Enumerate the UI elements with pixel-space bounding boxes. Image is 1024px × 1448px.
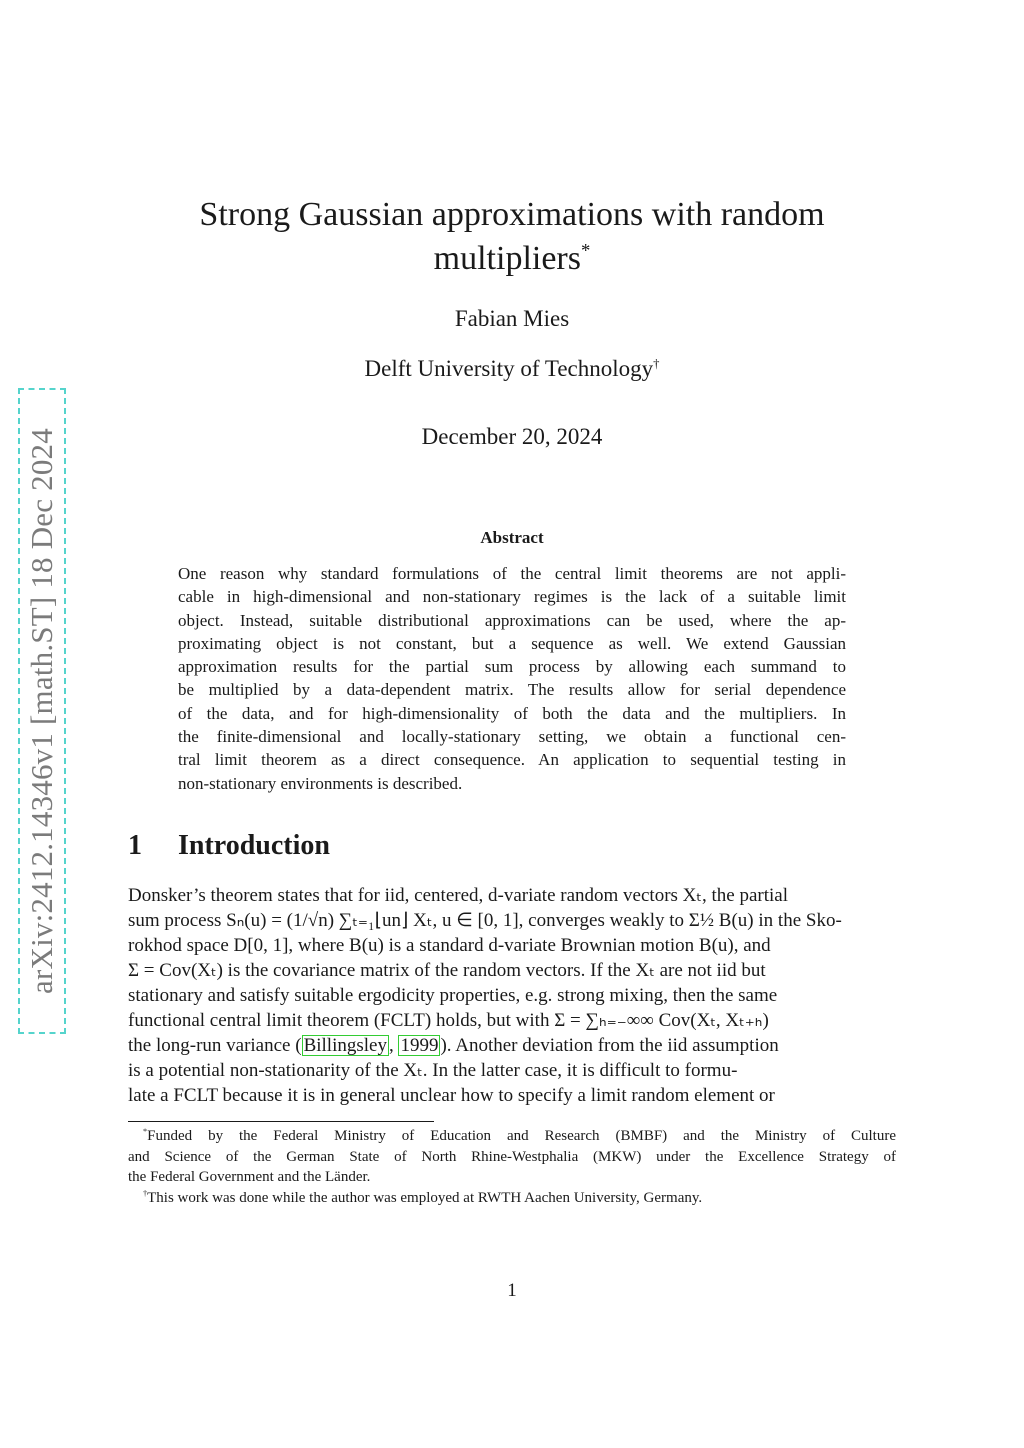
abstract-line: One reason why standard formulations of the central limit theorems are not appli-	[178, 564, 846, 583]
title-footnote-mark[interactable]: *	[580, 240, 591, 262]
footnote-line: the Federal Government and the Länder.	[128, 1169, 371, 1185]
abstract-line: be multiplied by a data-dependent matrix. The results allow for serial dependence	[178, 680, 846, 700]
footnotes	[128, 1126, 896, 1208]
abstract-line: approximation results for the partial sum process by allowing each summand to	[178, 657, 846, 677]
introduction-body	[128, 883, 896, 1108]
author-name: Fabian Mies	[454, 306, 570, 331]
intro-line: Donsker’s theorem states that for iid, centered, d-variate random vectors Xₜ, the partial	[128, 885, 788, 906]
abstract-line: object. Instead, suitable distributional approximations can be used, where the ap-	[178, 610, 846, 630]
intro-line-with-citation: the long-run variance ( Billingsley , 1999 ). Another deviation from the iid assumption	[128, 1035, 779, 1056]
paper-title	[150, 193, 874, 281]
intro-line: late a FCLT because it is in general unclear how to specify a limit random element or	[128, 1085, 775, 1106]
abstract-line: non-stationary environments is described.	[178, 773, 463, 793]
section-title: Introduction	[178, 830, 330, 861]
intro-line: Σ = Cov(Xₜ) is the covariance matrix of the random vectors. If the Xₜ are not iid but	[128, 960, 766, 981]
abstract-line: of the data, and for high-dimensionality of both the data and the multipliers. In	[178, 703, 846, 723]
arxiv-identifier-text: arXiv:2412.14346v1 [math.ST] 18 Dec 2024	[24, 428, 60, 994]
footnote-mark-asterisk: *	[143, 1127, 148, 1136]
footnote-divider	[128, 1121, 434, 1122]
footnote-funding	[128, 1126, 896, 1188]
page-number: 1	[507, 1280, 517, 1301]
section-number: 1	[128, 830, 142, 861]
footnote-line: †This work was done while the author was employed at RWTH Aachen University, Germany.	[143, 1188, 703, 1206]
intro-line: sum process Sₙ(u) = (1/√n) ∑ₜ₌₁⌊un⌋ Xₜ, u ∈ [0, 1], converges weakly to Σ½ B(u) in the Sko-	[128, 910, 842, 931]
footnote-line: and Science of the German State of North Rhine-Westphalia (MKW) under the Excellence Strategy of	[128, 1148, 896, 1165]
abstract-heading: Abstract	[480, 528, 544, 547]
footnote-affiliation	[128, 1188, 896, 1209]
abstract-body	[178, 562, 846, 795]
intro-line: is a potential non-stationarity of the Xₜ. In the latter case, it is difficult to formu-	[128, 1060, 738, 1081]
author-affiliation: Delft University of Technology†	[364, 356, 660, 381]
title-line-2: multipliers*	[433, 240, 591, 277]
citation-link-author[interactable]: Billingsley	[303, 1035, 387, 1056]
title-line-1: Strong Gaussian approximations with random	[199, 196, 825, 233]
paper-date: December 20, 2024	[421, 424, 603, 449]
intro-line: rokhod space D[0, 1], where B(u) is a standard d-variate Brownian motion B(u), and	[128, 935, 771, 956]
abstract-line: tral limit theorem as a direct consequence. An application to sequential testing in	[178, 750, 846, 770]
abstract-line: the finite-dimensional and locally-stationary setting, we obtain a functional cen-	[178, 727, 846, 747]
abstract-line: cable in high-dimensional and non-stationary regimes is the lack of a suitable limit	[178, 587, 846, 607]
affiliation-footnote-mark[interactable]: †	[653, 356, 660, 371]
footnote-mark-dagger: †	[143, 1188, 148, 1198]
footnote-line: *Funded by the Federal Ministry of Education and Research (BMBF) and the Ministry of Culture	[143, 1127, 896, 1144]
abstract-line: proximating object is not constant, but a sequence as well. We extend Gaussian	[178, 633, 846, 653]
intro-line: stationary and satisfy suitable ergodicity properties, e.g. strong mixing, then the same	[128, 985, 778, 1006]
arxiv-identifier-stamp[interactable]	[18, 388, 66, 1034]
section-heading-introduction	[128, 830, 896, 862]
citation-link-year[interactable]: 1999	[400, 1035, 439, 1056]
intro-line: functional central limit theorem (FCLT) holds, but with Σ = ∑ₕ₌₋∞∞ Cov(Xₜ, Xₜ₊ₕ)	[128, 1010, 769, 1031]
